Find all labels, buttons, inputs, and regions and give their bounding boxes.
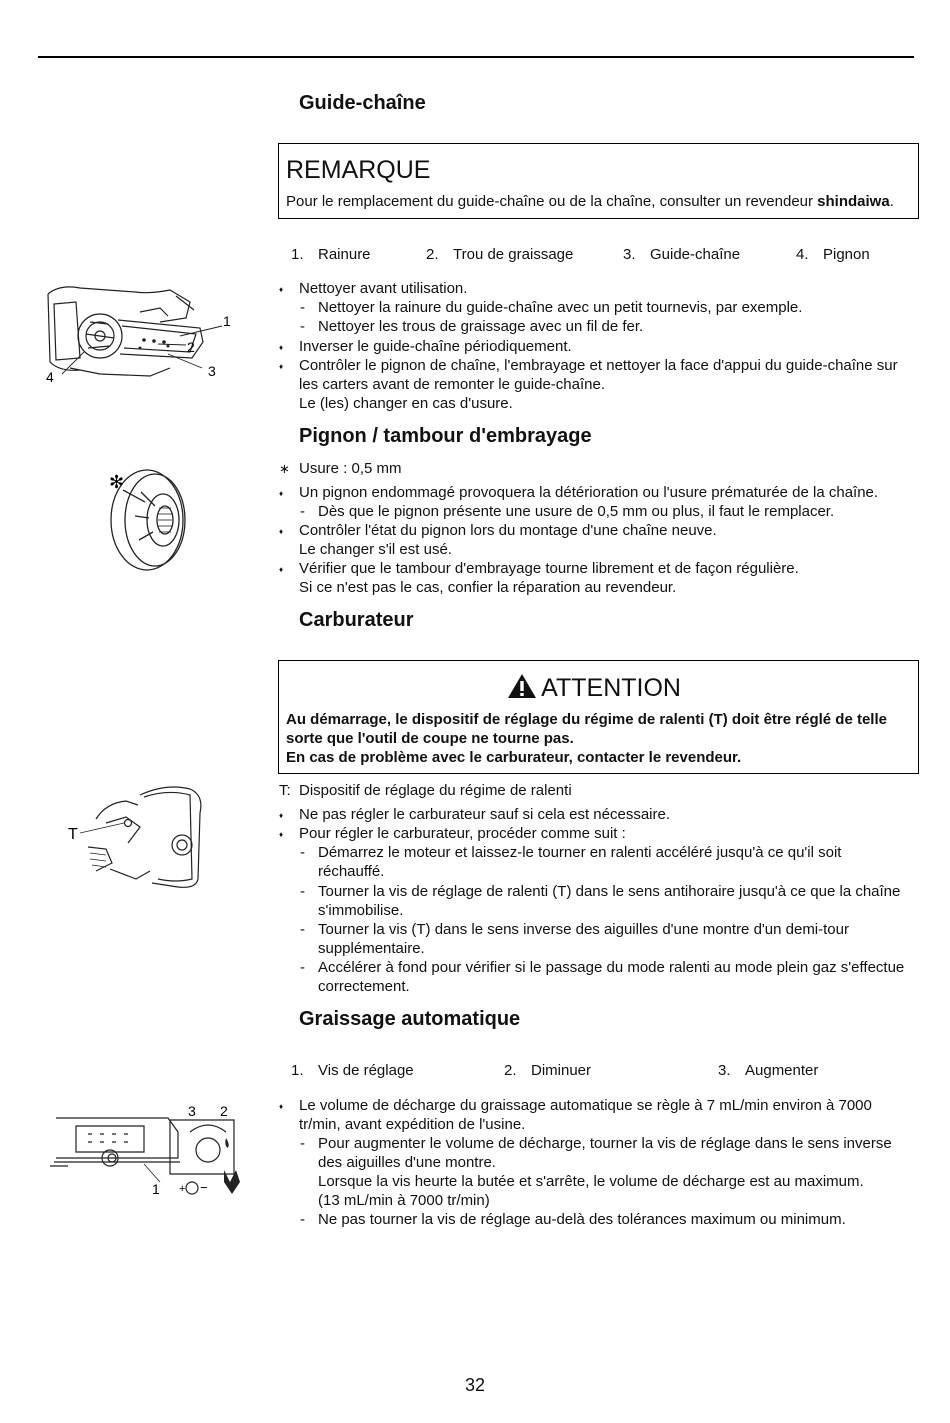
- list-item-cont: Lorsque la vis heurte la butée et s'arrête, le volume de décharge est au maximum.: [318, 1173, 864, 1190]
- guide-bar-figure: [40, 282, 240, 397]
- list-item: - Tourner la vis de réglage de ralenti (T) dans le sens antihoraire jusqu'à ce que la chaîne: [318, 882, 900, 901]
- list-item: - Nettoyer les trous de graissage avec un fil de fer.: [318, 317, 643, 336]
- list-item: ♦ Contrôler le pignon de chaîne, l'embrayage et nettoyer la face d'appui du guide-chaîne sur: [299, 356, 898, 375]
- section-title-pignon: Pignon / tambour d'embrayage: [299, 425, 592, 447]
- list-item: - Nettoyer la rainure du guide-chaîne avec un petit tournevis, par exemple.: [318, 298, 802, 317]
- list-item: ♦ Vérifier que le tambour d'embrayage tourne librement et de façon régulière.: [299, 559, 799, 578]
- legend-num: 1.: [291, 246, 304, 263]
- list-item: ♦ Un pignon endommagé provoquera la détérioration ou l'usure prématurée de la chaîne.: [299, 483, 878, 502]
- legend-num: 2.: [504, 1062, 517, 1079]
- list-item: ♦ Contrôler l'état du pignon lors du montage d'une chaîne neuve.: [299, 521, 717, 540]
- section-title-carb: Carburateur: [299, 609, 414, 631]
- list-item: - Ne pas tourner la vis de réglage au-delà des tolérances maximum ou minimum.: [318, 1210, 846, 1229]
- fig-label: 2: [220, 1103, 228, 1119]
- fig-label-star: ✻: [109, 472, 125, 492]
- warning-line: sorte que l'outil de coupe ne tourne pas.: [286, 730, 574, 747]
- section-title-guide: Guide-chaîne: [299, 92, 426, 114]
- list-item: - Accélérer à fond pour vérifier si le passage du mode ralenti au mode plein gaz s'effectue: [318, 958, 904, 977]
- warning-text: [286, 710, 887, 767]
- list-item-cont: supplémentaire.: [318, 940, 425, 957]
- fig-label: 3: [188, 1103, 196, 1119]
- list-item-cont: s'immobilise.: [318, 902, 404, 919]
- t-label: T:: [279, 782, 291, 799]
- note-text-post: .: [889, 193, 894, 210]
- legend-label: Augmenter: [745, 1062, 819, 1079]
- note-text-pre: Pour le remplacement du guide-chaîne ou de la chaîne, consulter un revendeur: [286, 193, 818, 210]
- legend-num: 3.: [623, 246, 636, 263]
- oiler-figure: [48, 1098, 243, 1198]
- list-item-cont: Si ce n'est pas le cas, confier la réparation au revendeur.: [299, 579, 677, 596]
- note-title: REMARQUE: [286, 156, 431, 184]
- list-item: ♦ Le volume de décharge du graissage automatique se règle à 7 mL/min environ à 7000: [299, 1096, 872, 1115]
- list-item: ♦ Inverser le guide-chaîne périodiquement.: [299, 337, 572, 356]
- list-item: - Pour augmenter le volume de décharge, tourner la vis de réglage dans le sens inverse: [318, 1134, 892, 1153]
- fig-label: 3: [208, 363, 216, 379]
- section-title-oil: Graissage automatique: [299, 1008, 521, 1030]
- page-number: 32: [464, 1375, 486, 1395]
- warning-title: ATTENTION: [541, 674, 681, 702]
- list-item-cont: tr/min, avant expédition de l'usine.: [299, 1116, 526, 1133]
- legend-num: 4.: [796, 246, 809, 263]
- warning-box: [278, 660, 919, 774]
- list-item: ♦ Ne pas régler le carburateur sauf si cela est nécessaire.: [299, 805, 670, 824]
- list-item-cont: Le changer s'il est usé.: [299, 541, 452, 558]
- list-item-cont: des aiguilles d'une montre.: [318, 1154, 496, 1171]
- list-item: ∗ Usure : 0,5 mm: [299, 459, 402, 478]
- list-item: - Démarrez le moteur et laissez-le tourner en ralenti accéléré jusqu'à ce qu'il soit: [318, 843, 841, 862]
- t-description: Dispositif de réglage du régime de ralenti: [299, 782, 572, 799]
- legend-num: 3.: [718, 1062, 731, 1079]
- sprocket-figure: [105, 462, 190, 572]
- legend-label: Pignon: [823, 246, 870, 263]
- legend-label: Guide-chaîne: [650, 246, 741, 263]
- fig-label: −: [200, 1180, 208, 1195]
- legend-label: Rainure: [318, 246, 371, 263]
- fig-label: 2: [187, 339, 195, 355]
- list-item-cont: les carters avant de remonter le guide-chaîne.: [299, 376, 605, 393]
- fig-label-t: T: [68, 826, 78, 843]
- legend-num: 1.: [291, 1062, 304, 1079]
- note-box: [278, 143, 919, 219]
- warning-line: En cas de problème avec le carburateur, contacter le revendeur.: [286, 749, 742, 766]
- warning-icon: [507, 673, 537, 699]
- guide-legend: [291, 246, 891, 266]
- fig-label: 1: [223, 313, 231, 329]
- list-item-cont: Le (les) changer en cas d'usure.: [299, 395, 513, 412]
- legend-num: 2.: [426, 246, 439, 263]
- fig-label: 1: [152, 1181, 160, 1197]
- list-item-cont: (13 mL/min à 7000 tr/min): [318, 1192, 490, 1209]
- oil-legend: [291, 1062, 891, 1082]
- carburetor-figure: [66, 783, 216, 891]
- note-text: [286, 193, 894, 210]
- list-item: - Dès que le pignon présente une usure de 0,5 mm ou plus, il faut le remplacer.: [318, 502, 834, 521]
- fig-label: 4: [46, 369, 54, 385]
- list-item: ♦ Nettoyer avant utilisation.: [299, 279, 467, 298]
- top-rule: [38, 56, 914, 58]
- note-brand: shindaiwa: [817, 193, 890, 210]
- list-item: ♦ Pour régler le carburateur, procéder comme suit :: [299, 824, 626, 843]
- list-item: - Tourner la vis (T) dans le sens inverse des aiguilles d'une montre d'un demi-tour: [318, 920, 849, 939]
- fig-label: +: [179, 1183, 186, 1195]
- list-item-cont: correctement.: [318, 978, 410, 995]
- legend-label: Diminuer: [531, 1062, 592, 1079]
- warning-line: Au démarrage, le dispositif de réglage du régime de ralenti (T) doit être réglé de telle: [286, 711, 887, 728]
- warning-header: [507, 673, 681, 703]
- oil-drop-icon: [225, 1138, 228, 1148]
- list-item-cont: réchauffé.: [318, 863, 385, 880]
- legend-label: Vis de réglage: [318, 1062, 414, 1079]
- legend-label: Trou de graissage: [453, 246, 574, 263]
